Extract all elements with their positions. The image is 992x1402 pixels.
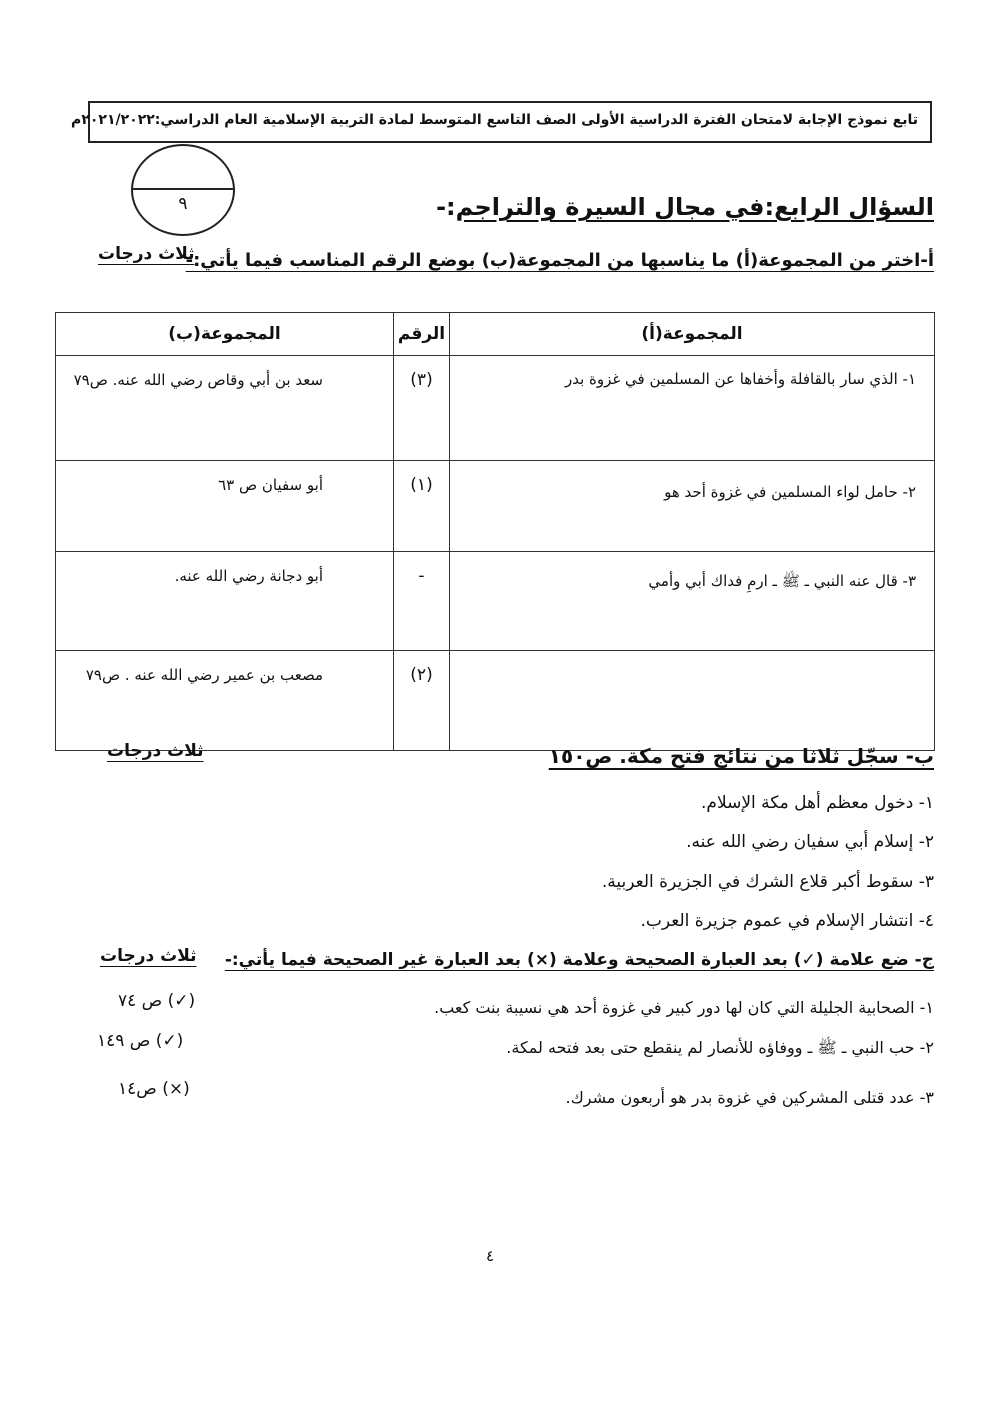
- question-topic: في مجال السيرة والتراجم: [455, 193, 765, 221]
- question-title: [436, 193, 934, 221]
- table-header-row: [56, 313, 935, 356]
- table-row: [56, 552, 935, 651]
- list-item: ١- دخول معظم أهل مكة الإسلام.: [701, 793, 934, 813]
- header-box: [71, 101, 932, 143]
- part-c-instruction: [225, 950, 934, 970]
- part-b-title: [549, 744, 934, 768]
- cell-number: (٣): [394, 356, 450, 461]
- part-b-title-text: ب- سجّل ثلاثا من نتائج فتح مكة. ص١٥٠: [548, 744, 934, 768]
- part-a-instruction: [186, 250, 934, 271]
- part-a-instruction-text: أ-اختر من المجموعة(أ) ما يناسبها من المجموعة(ب) بوضع الرقم المناسب فيما يأتي:-: [185, 250, 934, 271]
- tf-statement: ٣- عدد قتلى المشركين في غزوة بدر هو أربعون مشرك.: [565, 1088, 934, 1107]
- cell-group-b: أبو سفيان ص ٦٣: [56, 461, 394, 552]
- tf-answer: (✓) ص ٧٤: [118, 991, 196, 1011]
- tf-statement: ٢- حب النبي ـ ﷺ ـ ووفاؤه للأنصار لم ينقطع حتى بعد فتحه لمكة.: [506, 1038, 934, 1057]
- header-group-b: المجموعة(ب): [56, 313, 394, 356]
- page-number: ٤: [486, 1247, 495, 1265]
- list-item: ٣- سقوط أكبر قلاع الشرك في الجزيرة العربية.: [601, 872, 934, 892]
- table-row: [56, 356, 935, 461]
- header-group-a: المجموعة(أ): [450, 313, 935, 356]
- score-circle: [131, 144, 235, 236]
- list-item: ٤- انتشار الإسلام في عموم جزيرة العرب.: [640, 911, 934, 931]
- cell-group-a: ٢- حامل لواء المسلمين في غزوة أحد هو: [450, 461, 935, 552]
- question-suffix: :-: [436, 193, 456, 221]
- cell-group-a: [450, 651, 935, 751]
- part-c-marks: ثلاث درجات: [100, 946, 197, 966]
- cell-group-b: أبو دجانة رضي الله عنه.: [56, 552, 394, 651]
- cell-number: (٢): [394, 651, 450, 751]
- header-text: تابع نموذج الإجابة لامتحان الفترة الدراسية الأولى الصف التاسع المتوسط لمادة التربية الإسلامية العام الدراسي:٢٠٢١/٢٠٢٢م: [71, 112, 918, 128]
- tf-answer: (✓) ص ١٤٩: [97, 1031, 184, 1051]
- cell-group-a: ٣- قال عنه النبي ـ ﷺ ـ ارمِ فداك أبي وأمي: [450, 552, 935, 651]
- matching-table: [55, 312, 935, 751]
- header-number: الرقم: [394, 313, 450, 356]
- cell-group-b: مصعب بن عمير رضي الله عنه . ص٧٩: [56, 651, 394, 751]
- table-row: [56, 651, 935, 751]
- part-a-marks: ثلاث درجات: [98, 244, 195, 264]
- part-c-instruction-text: ج- ضع علامة (✓) بعد العبارة الصحيحة وعلامة (×) بعد العبارة غير الصحيحة فيما يأتي:-: [224, 950, 934, 970]
- cell-number: -: [394, 552, 450, 651]
- table-row: [56, 461, 935, 552]
- cell-number: (١): [394, 461, 450, 552]
- score-divider: [133, 188, 233, 190]
- part-b-marks: ثلاث درجات: [107, 741, 204, 761]
- list-item: ٢- إسلام أبي سفيان رضي الله عنه.: [686, 832, 934, 852]
- cell-group-b: سعد بن أبي وقاص رضي الله عنه. ص٧٩: [56, 356, 394, 461]
- question-label: السؤال الرابع:: [764, 193, 934, 221]
- tf-answer: (×) ص١٤: [118, 1079, 190, 1099]
- cell-group-a: ١- الذي سار بالقافلة وأخفاها عن المسلمين في غزوة بدر: [450, 356, 935, 461]
- score-value: ٩: [178, 194, 188, 214]
- tf-statement: ١- الصحابية الجليلة التي كان لها دور كبير في غزوة أحد هي نسيبة بنت كعب.: [434, 998, 934, 1017]
